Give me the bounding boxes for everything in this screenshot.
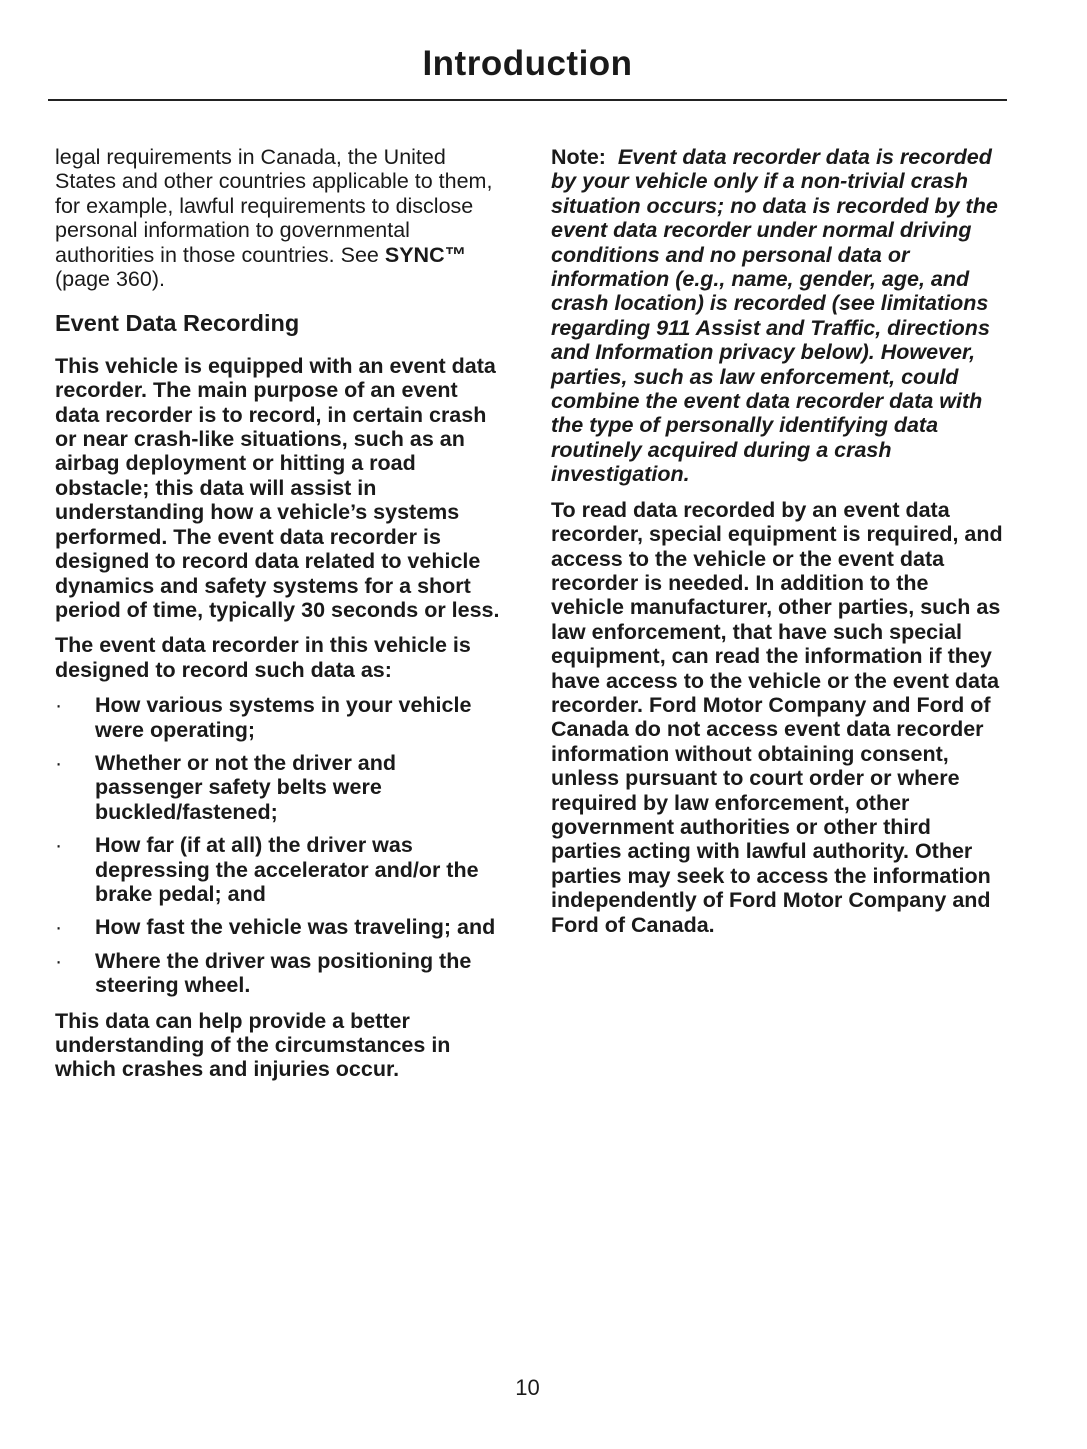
list-item — [55, 833, 507, 906]
list-item-text: Whether or not the driver and passenger safety belts were buckled/fastened; — [95, 750, 397, 824]
left-column — [55, 145, 507, 1093]
note-paragraph — [551, 145, 1003, 487]
list-item — [55, 915, 507, 939]
bullet-icon: · — [55, 833, 63, 858]
bullet-icon: · — [55, 948, 63, 973]
list-item-text: How various systems in your vehicle were operating; — [95, 693, 472, 742]
sync-link[interactable]: SYNC™ — [384, 242, 467, 267]
intro-page-ref: (page 360). — [55, 267, 165, 292]
intro-text: legal requirements in Canada, the United States and other countries applicable to them, for example, lawful requirements to disclose personal information to governmental authorities in those countries. See — [55, 145, 493, 267]
header-divider — [48, 99, 1007, 101]
bullet-icon: · — [55, 915, 63, 940]
right-column — [551, 145, 1003, 948]
list-item — [55, 693, 507, 742]
access-paragraph: To read data recorded by an event data recorder, special equipment is required, and access to the vehicle or the event data recorder is needed. In addition to the vehicle manufacturer, other parties, such as law enforcement, that have such special equipment, can read the information if they have access to the vehicle or the event data recorder. Ford Motor Company and Ford of Canada do not access event data recorder information without obtaining consent, unless pursuant to court order or where required by law enforcement, other government authorities or other third parties acting with lawful authority. Other parties may seek to access the information independently of Ford Motor Company and Ford of Canada. — [551, 497, 1003, 937]
list-item-text: How fast the vehicle was traveling; and — [95, 915, 496, 940]
list-item-text: How far (if at all) the driver was depressing the accelerator and/or the brake pedal; and — [95, 833, 479, 906]
intro-paragraph — [55, 145, 507, 291]
list-item — [55, 949, 507, 998]
section-heading: Event Data Recording — [55, 310, 300, 337]
edr-paragraph-2: The event data recorder in this vehicle is designed to record such data as: — [55, 633, 471, 682]
list-item — [55, 751, 507, 824]
list-item-text: Where the driver was positioning the steering wheel. — [95, 948, 472, 998]
page-title: Introduction — [422, 44, 633, 83]
recorded-data-list — [55, 693, 507, 997]
note-text: Event data recorder data is recorded by your vehicle only if a non-trivial crash situation occurs; no data is recorded by the event data recorder under normal driving conditions and no personal data or information (e.g., name, gender, age, and crash location) is recorded (see limitations regarding 911 Assist and Traffic, directions and Information privacy below). However, parties, such as law enforcement, could combine the event data recorder data with the type of personally identifying data routinely acquired during a crash investigation. — [551, 145, 998, 487]
bullet-icon: · — [55, 693, 63, 718]
edr-paragraph-3: This data can help provide a better understanding of the circumstances in which crashes and injuries occur. — [55, 1008, 451, 1082]
bullet-icon: · — [55, 750, 63, 775]
edr-paragraph-1: This vehicle is equipped with an event data recorder. The main purpose of an event data recorder is to record, in certain crash or near crash-like situations, such as an airbag deployment or hitting a road obstacle; this data will assist in understanding how a vehicle’s systems performed. The event data recorder is designed to record data related to vehicle dynamics and safety systems for a short period of time, typically 30 seconds or less. — [55, 353, 500, 622]
page-number: 10 — [515, 1375, 540, 1400]
note-label: Note: — [551, 145, 606, 169]
